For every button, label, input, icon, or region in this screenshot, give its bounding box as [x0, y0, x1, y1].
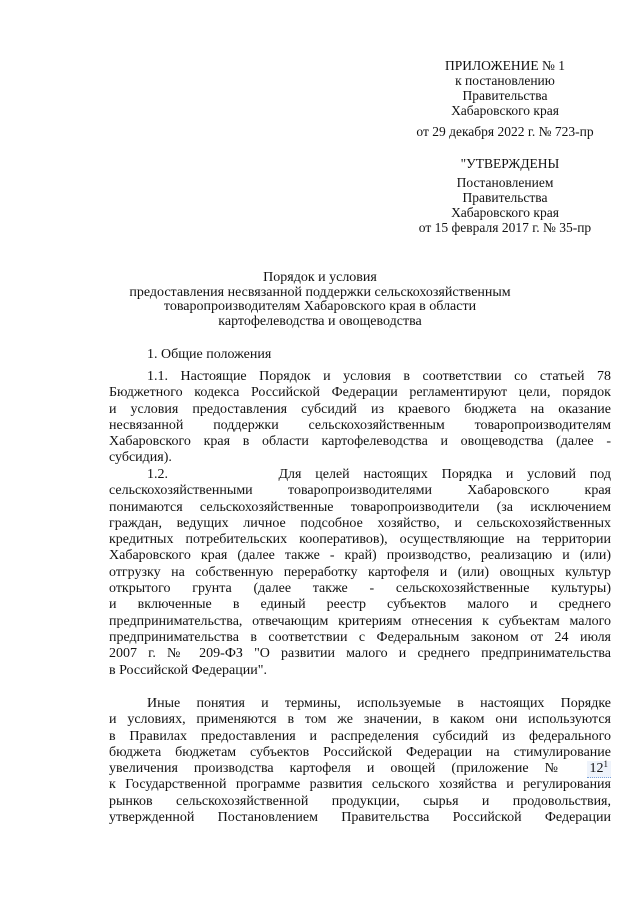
paragraph-terms — [109, 696, 611, 826]
title-line: предоставления несвязанной поддержки сельскохозяйственным — [129, 284, 511, 300]
title-line: товаропроизводителям Хабаровского края в области — [163, 299, 477, 314]
approved-title-text: "УТВЕРЖДЕНЫ — [460, 156, 560, 171]
paragraph-line: Хабаровского края (далее также - край) производство, реализацию и (или) — [109, 548, 611, 564]
paragraph-line: утвержденной Постановлением Правительства Российской Федерации — [109, 810, 611, 826]
paragraph-line: Хабаровского края в области картофелеводства и овощеводства (далее - — [109, 434, 611, 450]
approved-title — [430, 156, 590, 171]
paragraph-line-text: увеличения производства картофеля и овощей (приложение № — [109, 761, 571, 777]
paragraph-1-2 — [109, 467, 611, 679]
paragraph-line: сельскохозяйственными товаропроизводителями Хабаровского края — [109, 483, 611, 499]
paragraph-line: Иные понятия и термины, используемые в настоящих Порядке — [147, 696, 611, 711]
appendix-block — [400, 58, 610, 118]
paragraph-line: субсидия). — [109, 450, 172, 466]
annex-number: 12 — [589, 761, 604, 777]
title-line: картофелеводства и овощеводства — [218, 313, 422, 329]
paragraph-line: несвязанной поддержки сельскохозяйственным товаропроизводителям — [109, 417, 611, 433]
paragraph-1-1 — [109, 369, 611, 467]
paragraph-line: 1.1. Настоящие Порядок и условия в соответствии со статьей 78 — [147, 369, 611, 384]
approved-line: Правительства — [462, 190, 548, 205]
paragraph-line: кредитных потребительских кооперативов), осуществляющие на территории — [109, 532, 611, 548]
appendix-line: к постановлению — [455, 73, 555, 88]
paragraph-line: и условия предоставления субсидий из краевого бюджета на оказание — [109, 401, 611, 417]
annex-superscript: 1 — [603, 759, 609, 770]
document-title — [120, 271, 520, 329]
title-line: Порядок и условия — [263, 270, 377, 285]
approved-line: Постановлением — [456, 175, 554, 190]
paragraph-line — [109, 761, 611, 777]
paragraph-line: в Правилах предоставления и распределения субсидий из федерального — [109, 728, 611, 744]
paragraph-line: предпринимательства в соответствии с Федеральным законом от 24 июля — [109, 629, 611, 645]
section-heading: 1. Общие положения — [147, 347, 272, 362]
approved-line: Хабаровского края — [451, 205, 559, 220]
paragraph-line: и условиях, применяются в том же значении, в каком они используются — [109, 712, 611, 728]
annex-number-link[interactable] — [587, 761, 612, 778]
paragraph-line: понимаются сельскохозяйственные товаропроизводители (за исключением — [109, 499, 611, 515]
paragraph-line: 2007 г. № 209-ФЗ "О развитии малого и среднего предпринимательства — [109, 646, 611, 662]
paragraph-line: отгрузку на собственную переработку картофеля и (или) овощных культур — [109, 564, 611, 580]
paragraph-line: к Государственной программе развития сельского хозяйства и регулирования — [109, 777, 611, 793]
paragraph-line — [109, 467, 611, 483]
paragraph-line: граждан, ведущих личное подсобное хозяйство, и сельскохозяйственных — [109, 515, 611, 531]
paragraph-line: Бюджетного кодекса Российской Федерации регламентируют цели, порядок — [109, 385, 611, 401]
paragraph-line: предпринимательства, отвечающим критериям отнесения к субъектам малого — [109, 613, 611, 629]
appendix-line: Хабаровского края — [451, 103, 559, 118]
appendix-line: Правительства — [462, 88, 548, 103]
paragraph-line-text: Для целей настоящих Порядка и условий под — [278, 467, 611, 482]
appendix-line: ПРИЛОЖЕНИЕ № 1 — [444, 58, 566, 73]
approved-block — [400, 175, 610, 235]
paragraph-line: открытого грунта (далее также - сельскохозяйственные культуры) — [109, 581, 611, 597]
appendix-date — [398, 124, 612, 139]
paragraph-line: и включенные в единый реестр субъектов малого и среднего — [109, 597, 611, 613]
paragraph-line: рынков сельскохозяйственной продукции, сырья и продовольствия, — [109, 793, 611, 809]
approved-line: от 15 февраля 2017 г. № 35-пр — [418, 220, 592, 235]
paragraph-line: бюджета бюджетам субъектов Российской Федерации на стимулирование — [109, 744, 611, 760]
appendix-date-text: от 29 декабря 2022 г. № 723-пр — [416, 124, 594, 139]
paragraph-line: в Российской Федерации". — [109, 662, 267, 678]
paragraph-number: 1.2. — [147, 467, 168, 482]
